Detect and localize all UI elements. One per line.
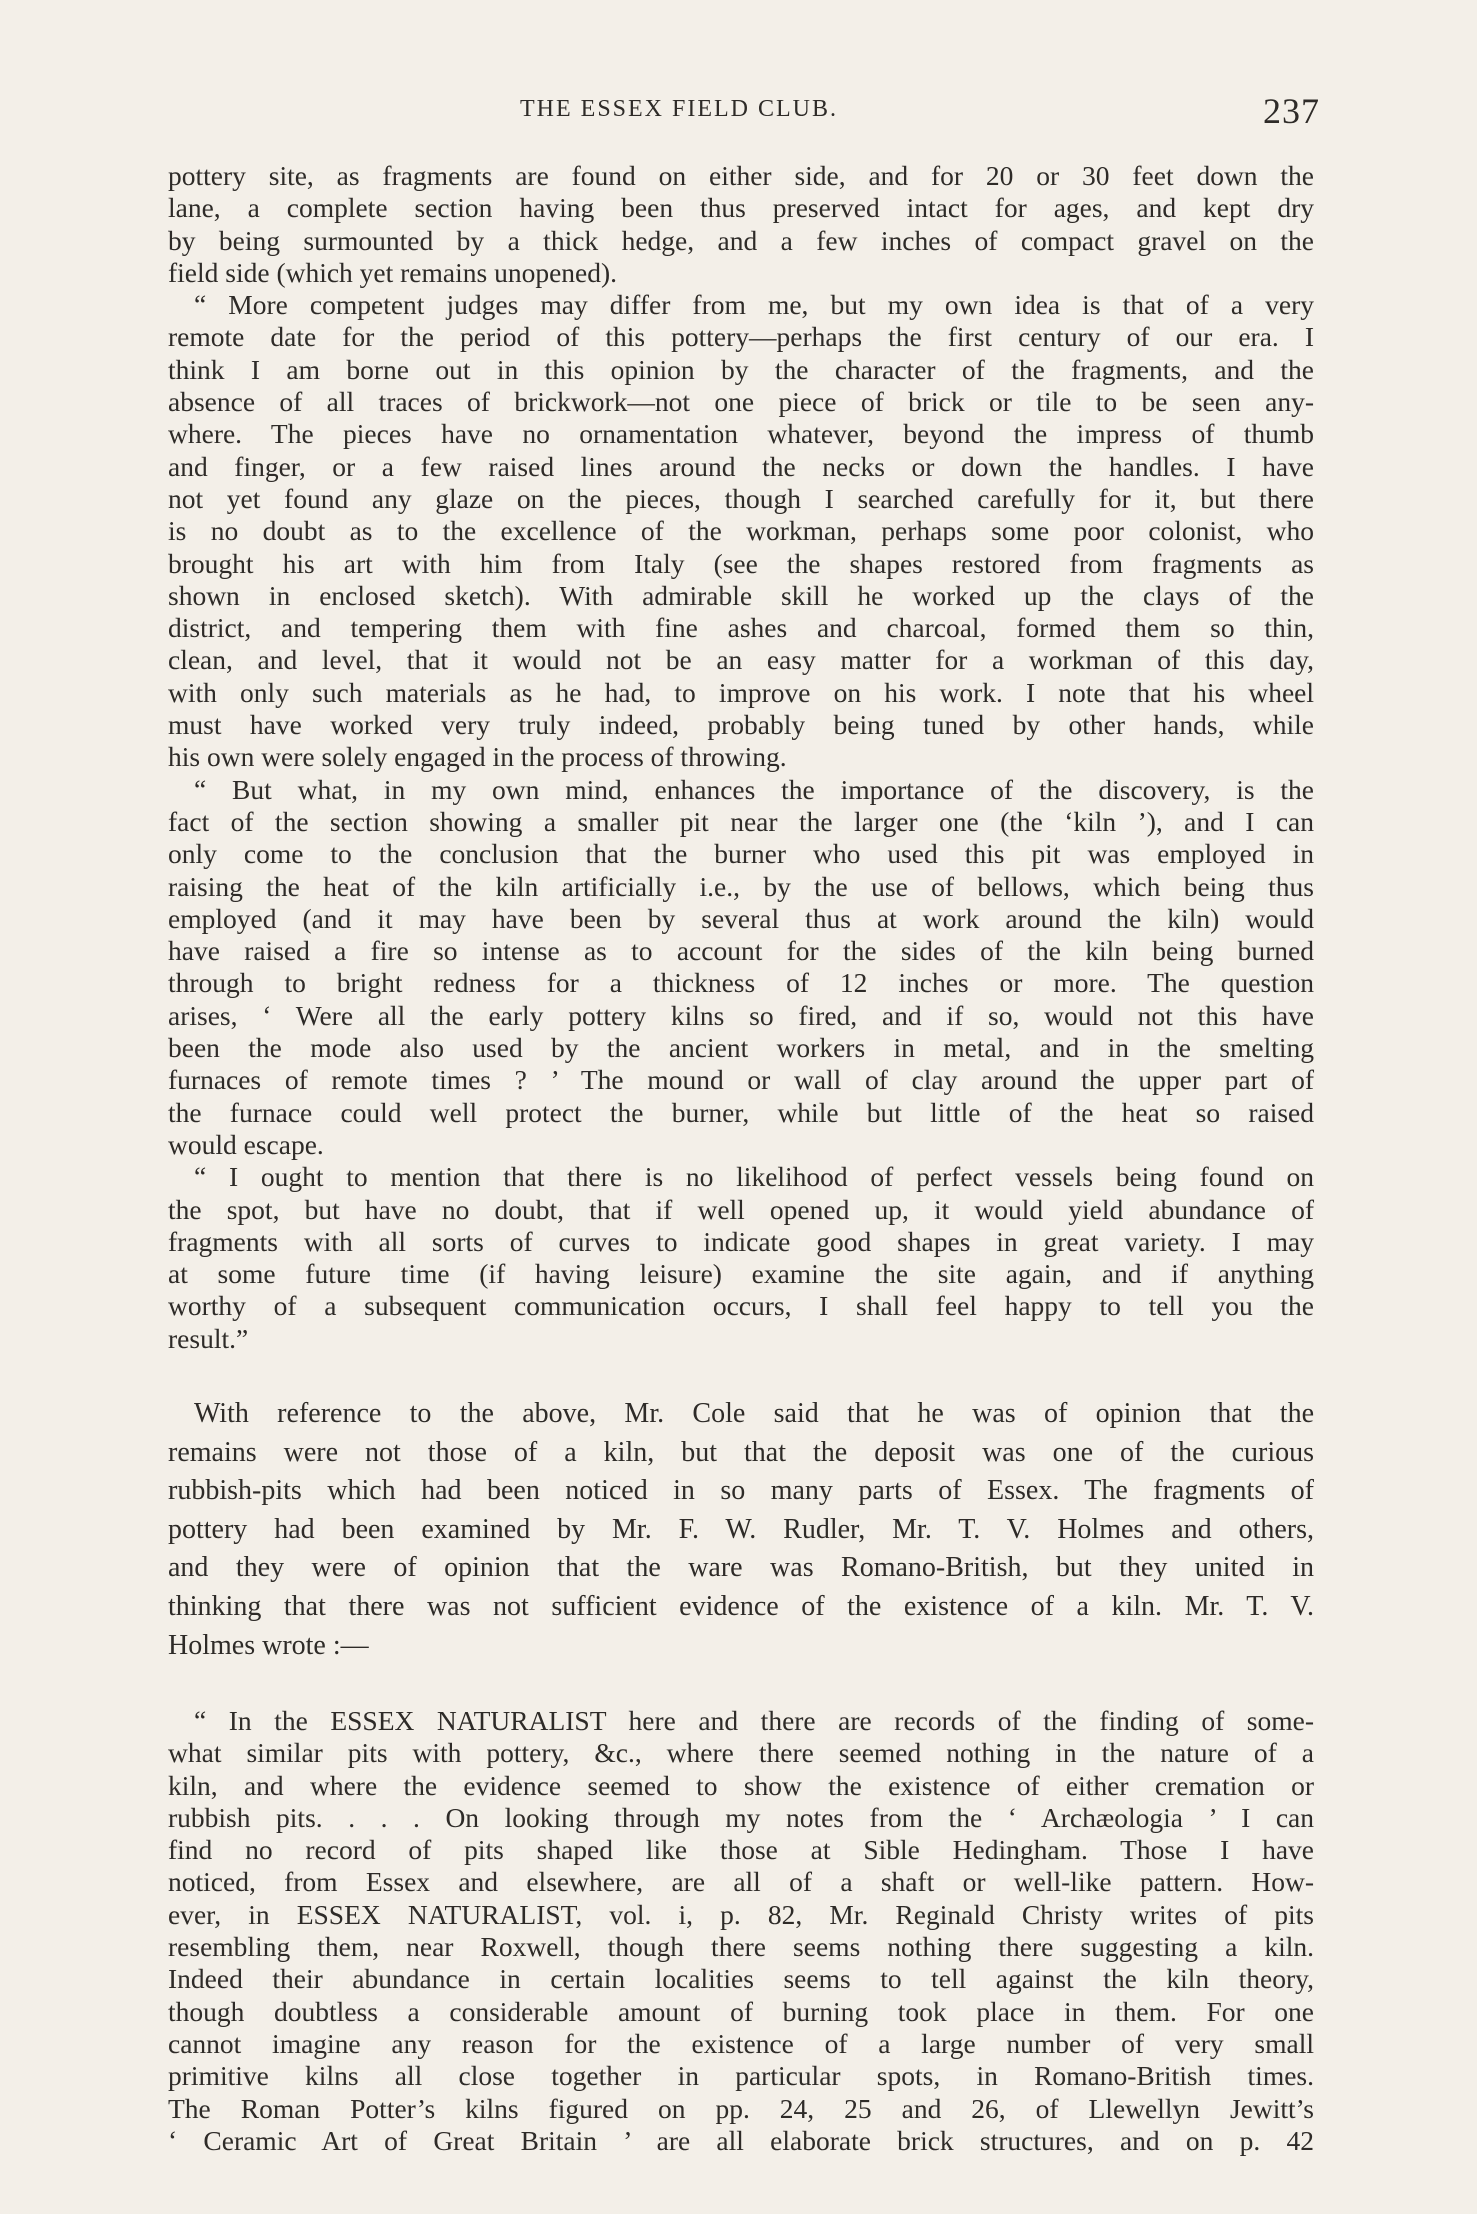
text-line: his own were solely engaged in the process of throwing. xyxy=(168,741,787,773)
text-line: The Roman Potter’s kilns figured on pp. 24, 25 and 26, of Llewellyn Jewitt’s xyxy=(168,2092,1314,2124)
text-line: district, and tempering them with fine ashes and charcoal, formed them so thin, xyxy=(168,612,1314,644)
text-line: by being surmounted by a thick hedge, and a few inches of compact gravel on the xyxy=(168,224,1314,256)
text-line: what similar pits with pottery, &c., where there seemed nothing in the nature of a xyxy=(168,1737,1314,1769)
text-line: and finger, or a few raised lines around the necks or down the handles. I have xyxy=(168,450,1314,482)
running-head xyxy=(0,90,1477,130)
text-line: thinking that there was not sufficient evidence of the existence of a kiln. Mr. T. V. xyxy=(168,1590,1314,1622)
text-line: absence of all traces of brickwork—not one piece of brick or tile to be seen any- xyxy=(168,386,1314,418)
text-line: have raised a fire so intense as to account for the sides of the kiln being burned xyxy=(168,935,1314,967)
running-title: THE ESSEX FIELD CLUB. xyxy=(520,96,838,122)
text-line: noticed, from Essex and elsewhere, are all of a shaft or well-like pattern. How- xyxy=(168,1866,1314,1898)
text-line: is no doubt as to the excellence of the workman, perhaps some poor colonist, who xyxy=(168,515,1314,547)
text-line: though doubtless a considerable amount of burning took place in them. For one xyxy=(168,1995,1314,2027)
text-line: the spot, but have no doubt, that if well opened up, it would yield abundance of xyxy=(168,1193,1314,1225)
text-line: “ I ought to mention that there is no likelihood of perfect vessels being found on xyxy=(194,1161,1314,1193)
text-line: “ More competent judges may differ from me, but my own idea is that of a very xyxy=(194,289,1314,321)
text-line: Holmes wrote :— xyxy=(168,1629,369,1661)
text-line: remains were not those of a kiln, but that the deposit was one of the curious xyxy=(168,1436,1314,1468)
text-line: raising the heat of the kiln artificially i.e., by the use of bellows, which being thus xyxy=(168,870,1314,902)
quoted-letter xyxy=(168,160,1314,1355)
text-line: worthy of a subsequent communication occurs, I shall feel happy to tell you the xyxy=(168,1290,1314,1322)
holmes-quote xyxy=(168,1705,1314,2157)
text-line: only come to the conclusion that the burner who used this pit was employed in xyxy=(168,838,1314,870)
text-line: rubbish pits. . . . On looking through my notes from the ‘ Archæologia ’ I can xyxy=(168,1801,1314,1833)
body-paragraph xyxy=(168,1395,1314,1665)
text-line: fragments with all sorts of curves to indicate good shapes in great variety. I may xyxy=(168,1225,1314,1257)
text-line: and they were of opinion that the ware was Romano-British, but they united in xyxy=(168,1552,1314,1584)
text-line: With reference to the above, Mr. Cole said that he was of opinion that the xyxy=(194,1398,1314,1429)
text-line: clean, and level, that it would not be an easy matter for a workman of this day, xyxy=(168,644,1314,676)
text-line: arises, ‘ Were all the early pottery kilns so fired, and if so, would not this have xyxy=(168,999,1314,1031)
text-line: would escape. xyxy=(168,1128,324,1160)
text-line: “ In the ESSEX NATURALIST here and there are records of the finding of some- xyxy=(194,1705,1314,1736)
text-line: brought his art with him from Italy (see the shapes restored from fragments as xyxy=(168,547,1314,579)
text-line: pottery had been examined by Mr. F. W. Rudler, Mr. T. V. Holmes and others, xyxy=(168,1513,1314,1545)
text-line: lane, a complete section having been thus preserved intact for ages, and kept dry xyxy=(168,192,1314,224)
text-line: primitive kilns all close together in particular spots, in Romano-British times. xyxy=(168,2060,1314,2092)
text-line: shown in enclosed sketch). With admirable skill he worked up the clays of the xyxy=(168,579,1314,611)
text-line: through to bright redness for a thickness of 12 inches or more. The question xyxy=(168,967,1314,999)
text-line: furnaces of remote times ? ’ The mound or wall of clay around the upper part of xyxy=(168,1064,1314,1096)
text-line: think I am borne out in this opinion by the character of the fragments, and the xyxy=(168,353,1314,385)
text-line: fact of the section showing a smaller pit near the larger one (the ‘kiln ’), and I can xyxy=(168,805,1314,837)
text-line: find no record of pits shaped like those at Sible Hedingham. Those I have xyxy=(168,1834,1314,1866)
text-line: resembling them, near Roxwell, though there seems nothing there suggesting a kiln. xyxy=(168,1931,1314,1963)
text-line: rubbish-pits which had been noticed in so many parts of Essex. The fragments of xyxy=(168,1475,1314,1507)
text-line: the furnace could well protect the burner, while but little of the heat so raised xyxy=(168,1096,1314,1128)
text-line: result.” xyxy=(168,1322,249,1354)
text-line: ‘ Ceramic Art of Great Britain ’ are all elaborate brick structures, and on p. 42 xyxy=(168,2124,1314,2156)
text-line: “ But what, in my own mind, enhances the importance of the discovery, is the xyxy=(194,773,1314,805)
text-line: cannot imagine any reason for the existence of a large number of very small xyxy=(168,2027,1314,2059)
text-line: been the mode also used by the ancient workers in metal, and in the smelting xyxy=(168,1032,1314,1064)
page-number: 237 xyxy=(1263,91,1320,131)
text-line: field side (which yet remains unopened). xyxy=(168,256,618,288)
text-line: at some future time (if having leisure) examine the site again, and if anything xyxy=(168,1258,1314,1290)
text-line: not yet found any glaze on the pieces, though I searched carefully for it, but there xyxy=(168,482,1314,514)
text-line: remote date for the period of this pottery—perhaps the first century of our era. I xyxy=(168,321,1314,353)
text-line: pottery site, as fragments are found on either side, and for 20 or 30 feet down the xyxy=(168,160,1314,191)
text-line: ever, in ESSEX NATURALIST, vol. i, p. 82, Mr. Reginald Christy writes of pits xyxy=(168,1898,1314,1930)
text-line: must have worked very truly indeed, probably being tuned by other hands, while xyxy=(168,709,1314,741)
text-line: where. The pieces have no ornamentation whatever, beyond the impress of thumb xyxy=(168,418,1314,450)
text-line: employed (and it may have been by several thus at work around the kiln) would xyxy=(168,902,1314,934)
text-line: with only such materials as he had, to improve on his work. I note that his wheel xyxy=(168,676,1314,708)
text-line: kiln, and where the evidence seemed to show the existence of either cremation or xyxy=(168,1769,1314,1801)
text-line: Indeed their abundance in certain localities seems to tell against the kiln theory, xyxy=(168,1963,1314,1995)
